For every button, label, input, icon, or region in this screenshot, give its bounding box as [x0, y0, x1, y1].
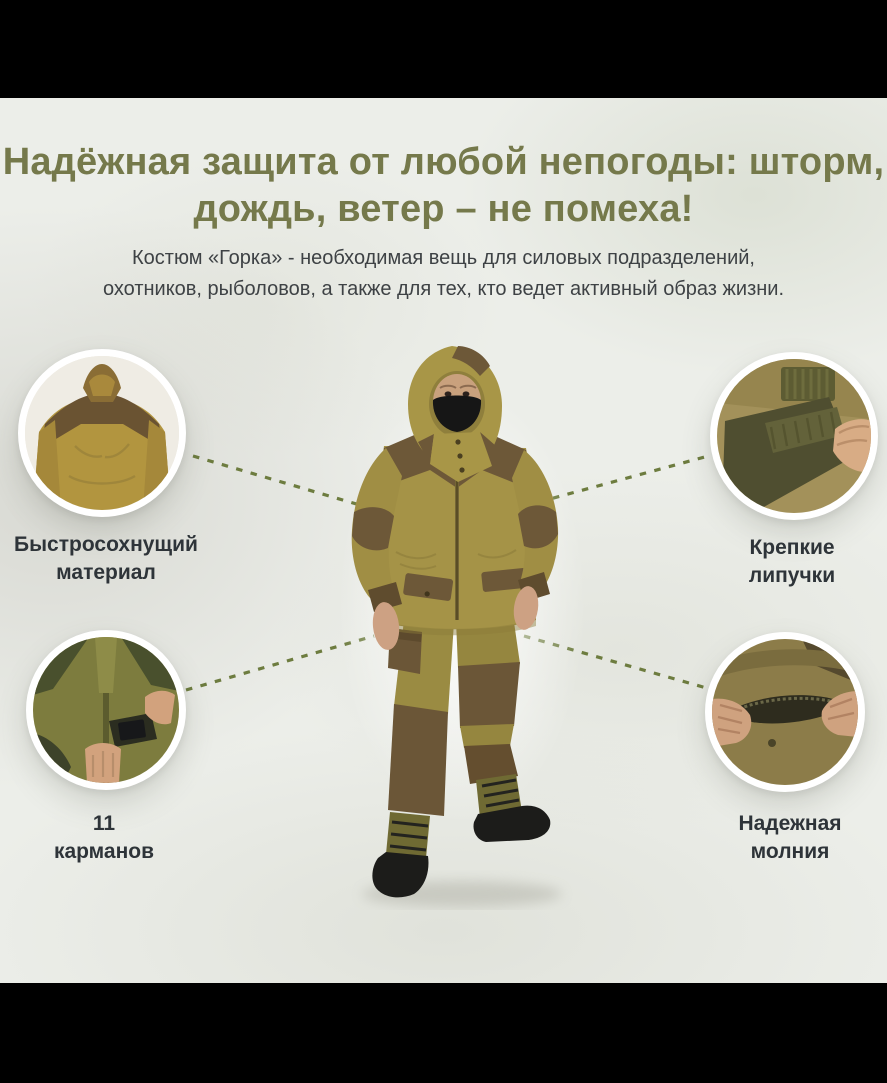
top-black-bar [0, 0, 887, 98]
feature-label-pockets [4, 810, 204, 866]
feature-label-quick-dry-line-1: Быстросохнущий [14, 533, 198, 556]
feature-label-quick-dry-line-2: материал [56, 561, 156, 584]
velcro-strap-photo [717, 359, 871, 513]
page-title-line-2: дождь, ветер – не помеха! [193, 188, 694, 230]
chest-pocket-photo [33, 637, 179, 783]
page-subtitle-line-2: охотников, рыболовов, а также для тех, кто ведет активный образ жизни. [102, 278, 785, 300]
feature-label-velcro [692, 534, 887, 590]
feature-label-zipper [690, 810, 887, 866]
page-subtitle-line-1: Костюм «Горка» - необходимая вещь для силовых подразделений, [132, 247, 755, 269]
zipper-pocket-photo [712, 639, 858, 785]
feature-label-pockets-line-2: карманов [53, 840, 155, 863]
jacket-back-photo [25, 356, 179, 510]
feature-label-pockets-line-1: 11 [92, 812, 116, 835]
page-title [3, 139, 885, 233]
feature-label-quick-dry [0, 531, 212, 587]
bottom-black-bar [0, 983, 887, 1083]
feature-label-zipper-line-1: Надежная [738, 812, 842, 835]
feature-circle-velcro [710, 352, 878, 520]
product-model-photo [330, 342, 580, 910]
feature-label-zipper-line-2: молния [750, 840, 830, 863]
feature-circle-zipper [705, 632, 865, 792]
page-subtitle [103, 243, 784, 305]
page-title-line-1: Надёжная защита от любой непогоды: шторм, [2, 141, 885, 183]
feature-label-velcro-line-1: Крепкие [749, 536, 835, 559]
feature-circle-quick-dry [18, 349, 186, 517]
feature-label-velcro-line-2: липучки [748, 564, 836, 587]
feature-circle-pockets [26, 630, 186, 790]
